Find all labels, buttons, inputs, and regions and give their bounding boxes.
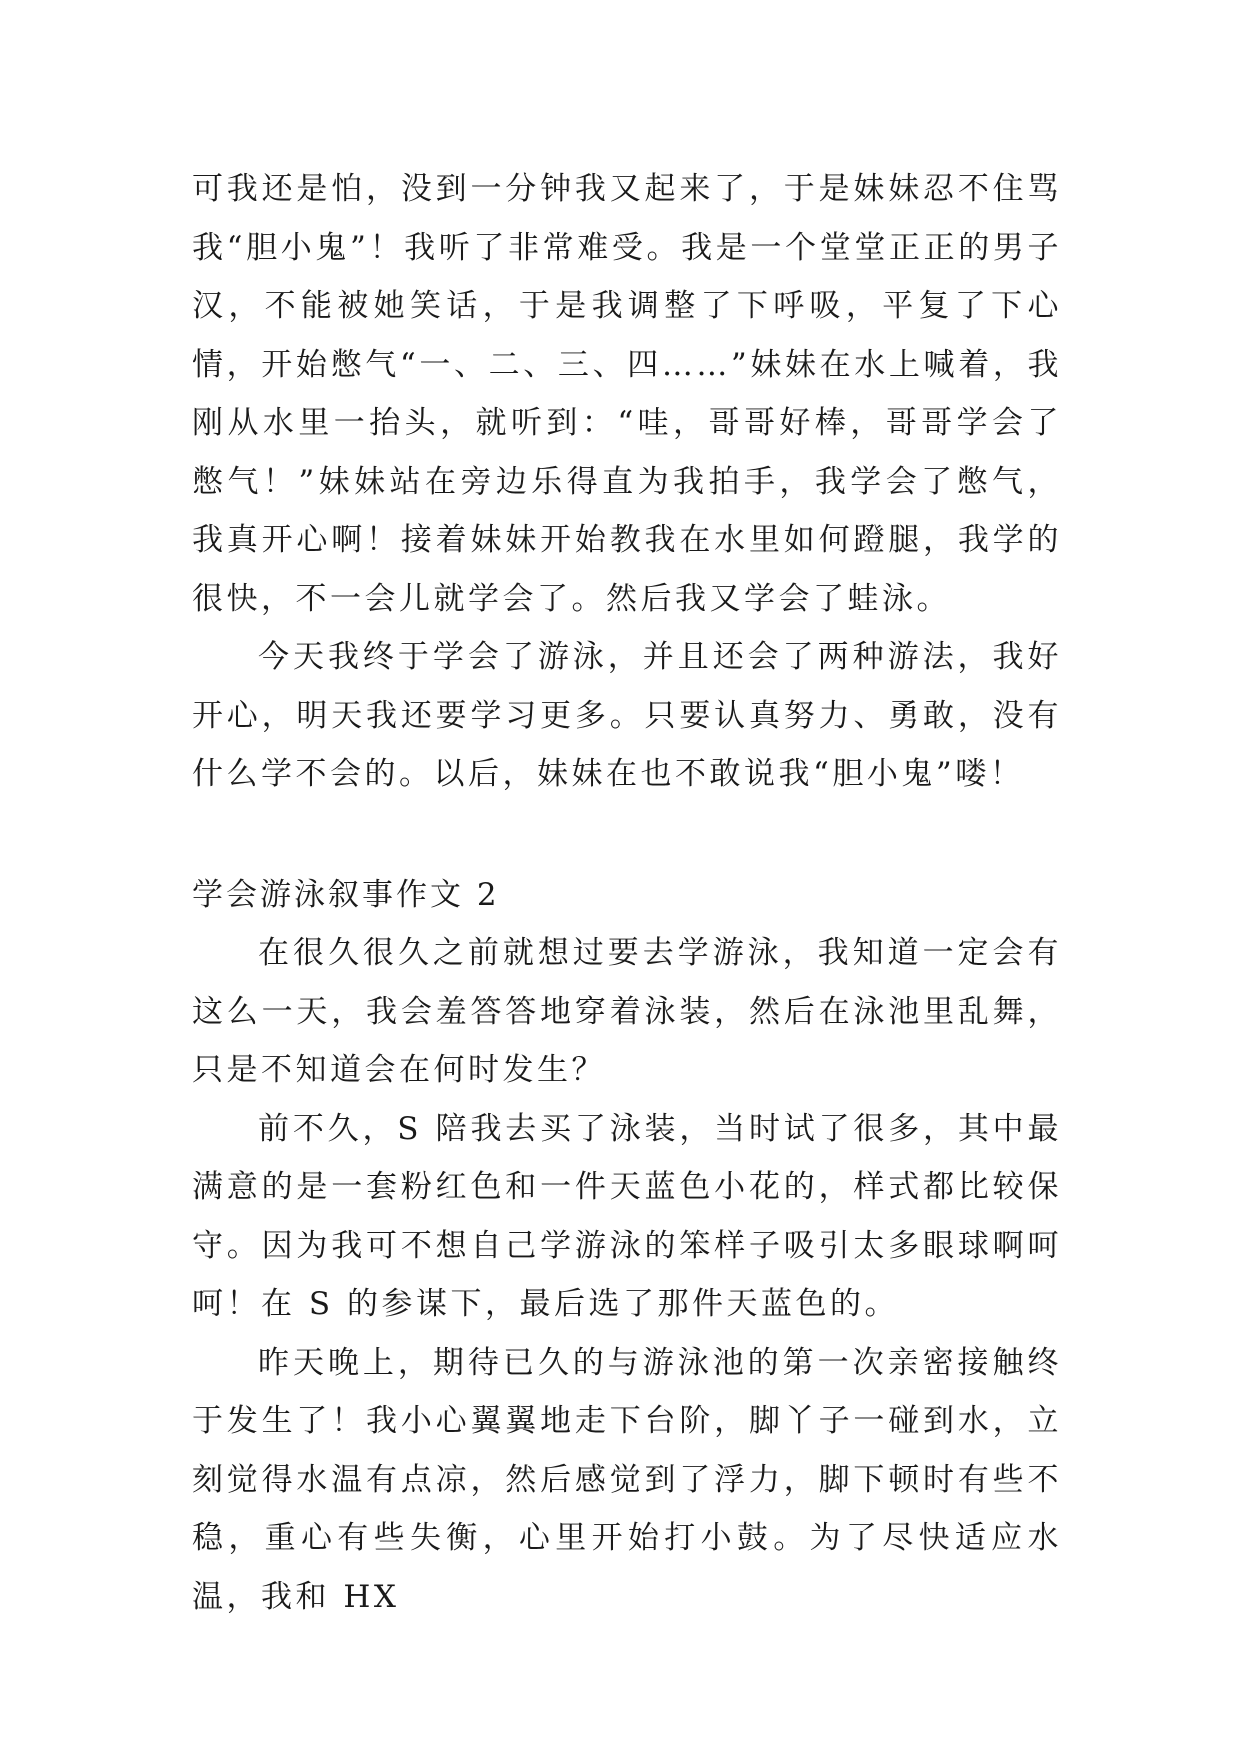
- paragraph-conclusion: 今天我终于学会了游泳，并且还会了两种游法，我好开心，明天我还要学习更多。只要认真努力、勇敢，没有什么学不会的。以后，妹妹在也不敢说我“胆小鬼”喽！: [192, 639, 1062, 792]
- section-title: 学会游泳叙事作文 2: [192, 876, 500, 913]
- paragraph-swimsuit: 前不久，S 陪我去买了泳装，当时试了很多，其中最满意的是一套粉红色和一件天蓝色小花的，样式都比较保守。因为我可不想自己学游泳的笨样子吸引太多眼球啊呵呵！在 S 的参谋下，最后选了那件天蓝色的。: [192, 1110, 1062, 1322]
- paragraph-first-swim: 昨天晚上，期待已久的与游泳池的第一次亲密接触终于发生了！我小心翼翼地走下台阶，脚丫子一碰到水，立刻觉得水温有点凉，然后感觉到了浮力，脚下顿时有些不稳，重心有些失衡，心里开始打小鼓。为了尽快适应水温，我和 HX: [192, 1344, 1062, 1615]
- paragraph-intro: 在很久很久之前就想过要去学游泳，我知道一定会有这么一天，我会羞答答地穿着泳装，然后在泳池里乱舞，只是不知道会在何时发生？: [192, 935, 1062, 1088]
- paragraph-continued: 可我还是怕，没到一分钟我又起来了，于是妹妹忍不住骂我“胆小鬼”！我听了非常难受。我是一个堂堂正正的男子汉，不能被她笑话，于是我调整了下呼吸，平复了下心情，开始憋气“一、二、三、四……”妹妹在水上喊着，我刚从水里一抬头，就听到：“哇，哥哥好棒，哥哥学会了憋气！”妹妹站在旁边乐得直为我拍手，我学会了憋气，我真开心啊！接着妹妹开始教我在水里如何蹬腿，我学的很快，不一会儿就学会了。然后我又学会了蛙泳。: [192, 171, 1062, 617]
- document-body: [192, 160, 1062, 1626]
